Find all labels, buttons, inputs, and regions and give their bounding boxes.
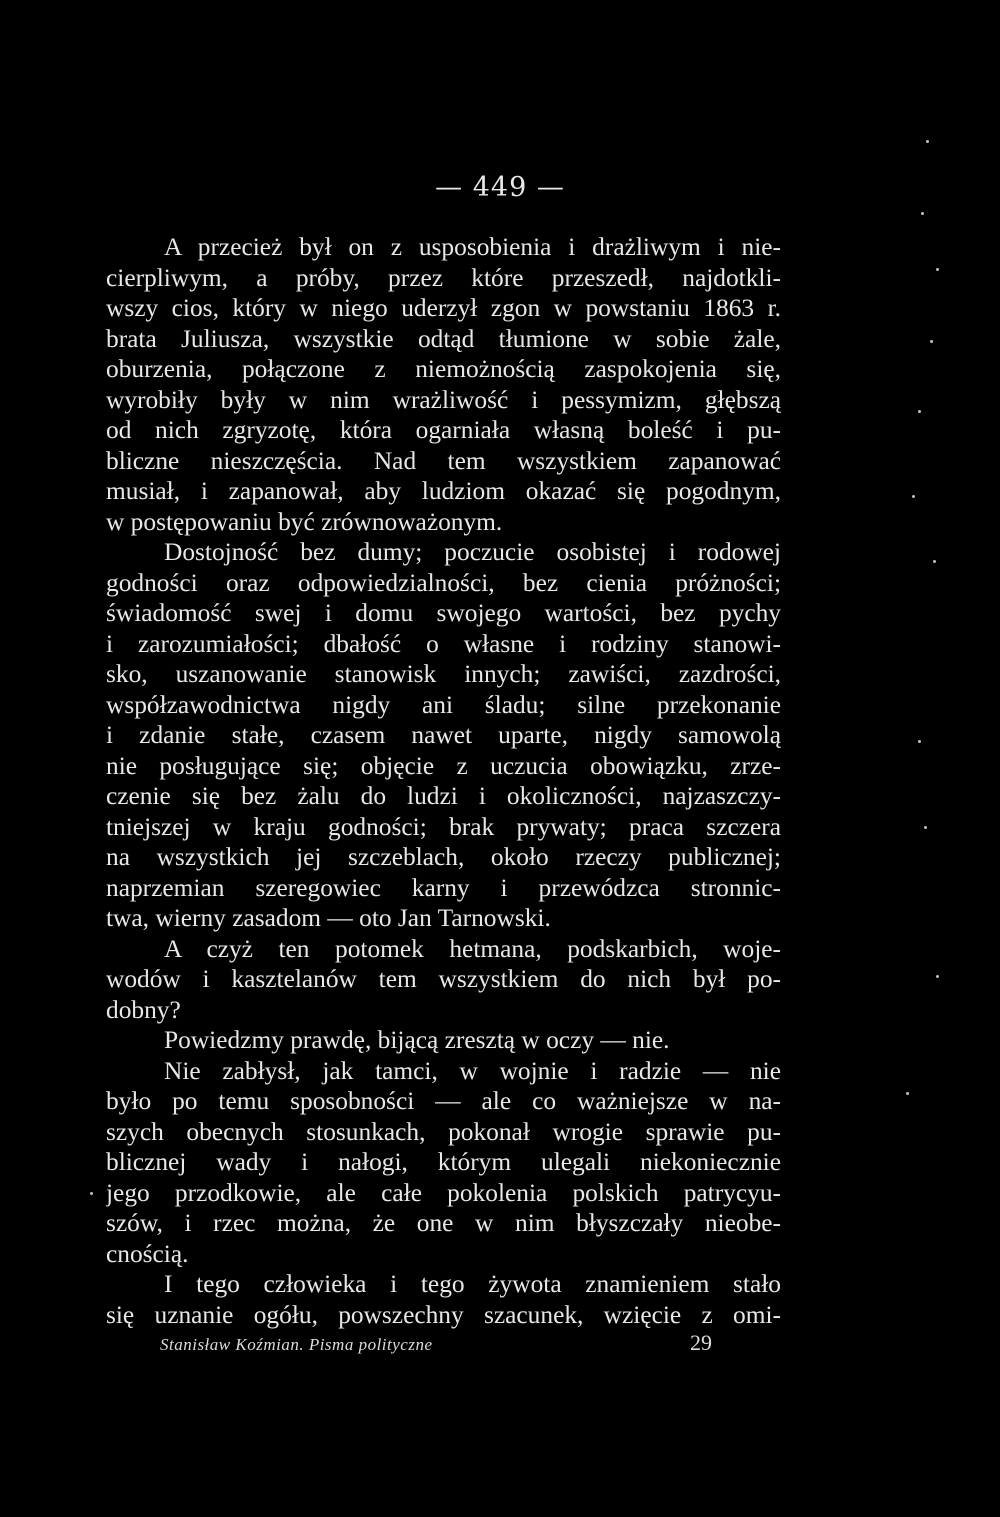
text-line: naprzemian szeregowiec karny i przewódzca stronnic- xyxy=(106,873,781,902)
text-line: szych obecnych stosunkach, pokonał wrogie sprawie pu- xyxy=(106,1117,781,1146)
text-line: godności oraz odpowiedzialności, bez cienia próżności; xyxy=(106,568,781,597)
text-line: i zdanie stałe, czasem nawet uparte, nigdy samowolą xyxy=(106,721,781,749)
page-number: — 449 — xyxy=(435,172,565,203)
footer-title: Stanisław Koźmian. Pisma polityczne xyxy=(160,1335,433,1354)
text-line: w postępowaniu być zrównoważonym. xyxy=(106,507,503,536)
text-line: brata Juliusza, wszystkie odtąd tłumione w sobie żale, xyxy=(106,324,781,353)
text-line: czenie się bez żalu do ludzi i okoliczności, najzaszczy- xyxy=(106,782,781,810)
text-line: Dostojność bez dumy; poczucie osobistej i rodowej xyxy=(164,538,781,566)
text-line: świadomość swej i domu swojego wartości, bez pychy xyxy=(106,599,781,627)
text-line: Nie zabłysł, jak tamci, w wojnie i radzie — nie xyxy=(164,1056,781,1085)
text-line: było po temu sposobności — ale co ważniejsze w na- xyxy=(106,1087,781,1115)
text-line: współzawodnictwa nigdy ani śladu; silne przekonanie xyxy=(106,690,781,719)
text-line: blicznej wady i nałogi, którym ulegali niekoniecznie xyxy=(106,1148,781,1176)
text-line: szów, i rzec można, że one w nim błyszczały nieobe- xyxy=(106,1209,781,1237)
text-line: bliczne nieszczęścia. Nad tem wszystkiem zapanować xyxy=(106,446,781,475)
text-line: od nich zgryzotę, która ogarniała własną boleść i pu- xyxy=(106,416,781,444)
text-line: jego przodkowie, ale całe pokolenia polskich patrycyu- xyxy=(106,1178,781,1207)
text-line: A przecież był on z usposobienia i drażliwym i nie- xyxy=(164,233,781,261)
text-line: wyrobiły były w nim wrażliwość i pessymizm, głębszą xyxy=(106,385,781,414)
text-line: wszy cios, który w niego uderzył zgon w powstaniu 1863 r. xyxy=(106,294,781,322)
text-line: nie posługujące się; objęcie z uczucia obowiązku, zrze- xyxy=(106,751,781,780)
text-line: oburzenia, połączone z niemożnością zaspokojenia się, xyxy=(106,355,781,383)
text-line: się uznanie ogółu, powszechny szacunek, wzięcie z omi- xyxy=(106,1300,781,1329)
text-line: A czyż ten potomek hetmana, podskarbich, woje- xyxy=(164,934,781,963)
text-line: na wszystkich jej szczeblach, około rzeczy publicznej; xyxy=(106,843,781,871)
signature-mark: 29 xyxy=(690,1330,712,1355)
text-line: wodów i kasztelanów tem wszystkiem do nich był po- xyxy=(106,965,781,993)
text-line: I tego człowieka i tego żywota znamieniem stało xyxy=(164,1270,781,1298)
text-line: i zarozumiałości; dbałość o własne i rodziny stanowi- xyxy=(106,629,781,658)
text-line: musiał, i zapanował, aby ludziom okazać się pogodnym, xyxy=(106,477,781,505)
text-line: sko, uszanowanie stanowisk innych; zawiści, zazdrości, xyxy=(106,660,781,688)
page-footer xyxy=(160,1330,712,1356)
text-line: tniejszej w kraju godności; brak prywaty; praca szczera xyxy=(106,812,781,841)
text-line: Powiedzmy prawdę, bijącą zresztą w oczy — nie. xyxy=(164,1026,670,1054)
text-line: cnością. xyxy=(106,1239,189,1268)
text-line: cierpliwym, a próby, przez które przeszedł, najdotkli- xyxy=(106,263,781,292)
body-text xyxy=(106,232,781,1330)
text-line: dobny? xyxy=(106,995,181,1024)
text-line: twa, wierny zasadom — oto Jan Tarnowski. xyxy=(106,904,551,932)
